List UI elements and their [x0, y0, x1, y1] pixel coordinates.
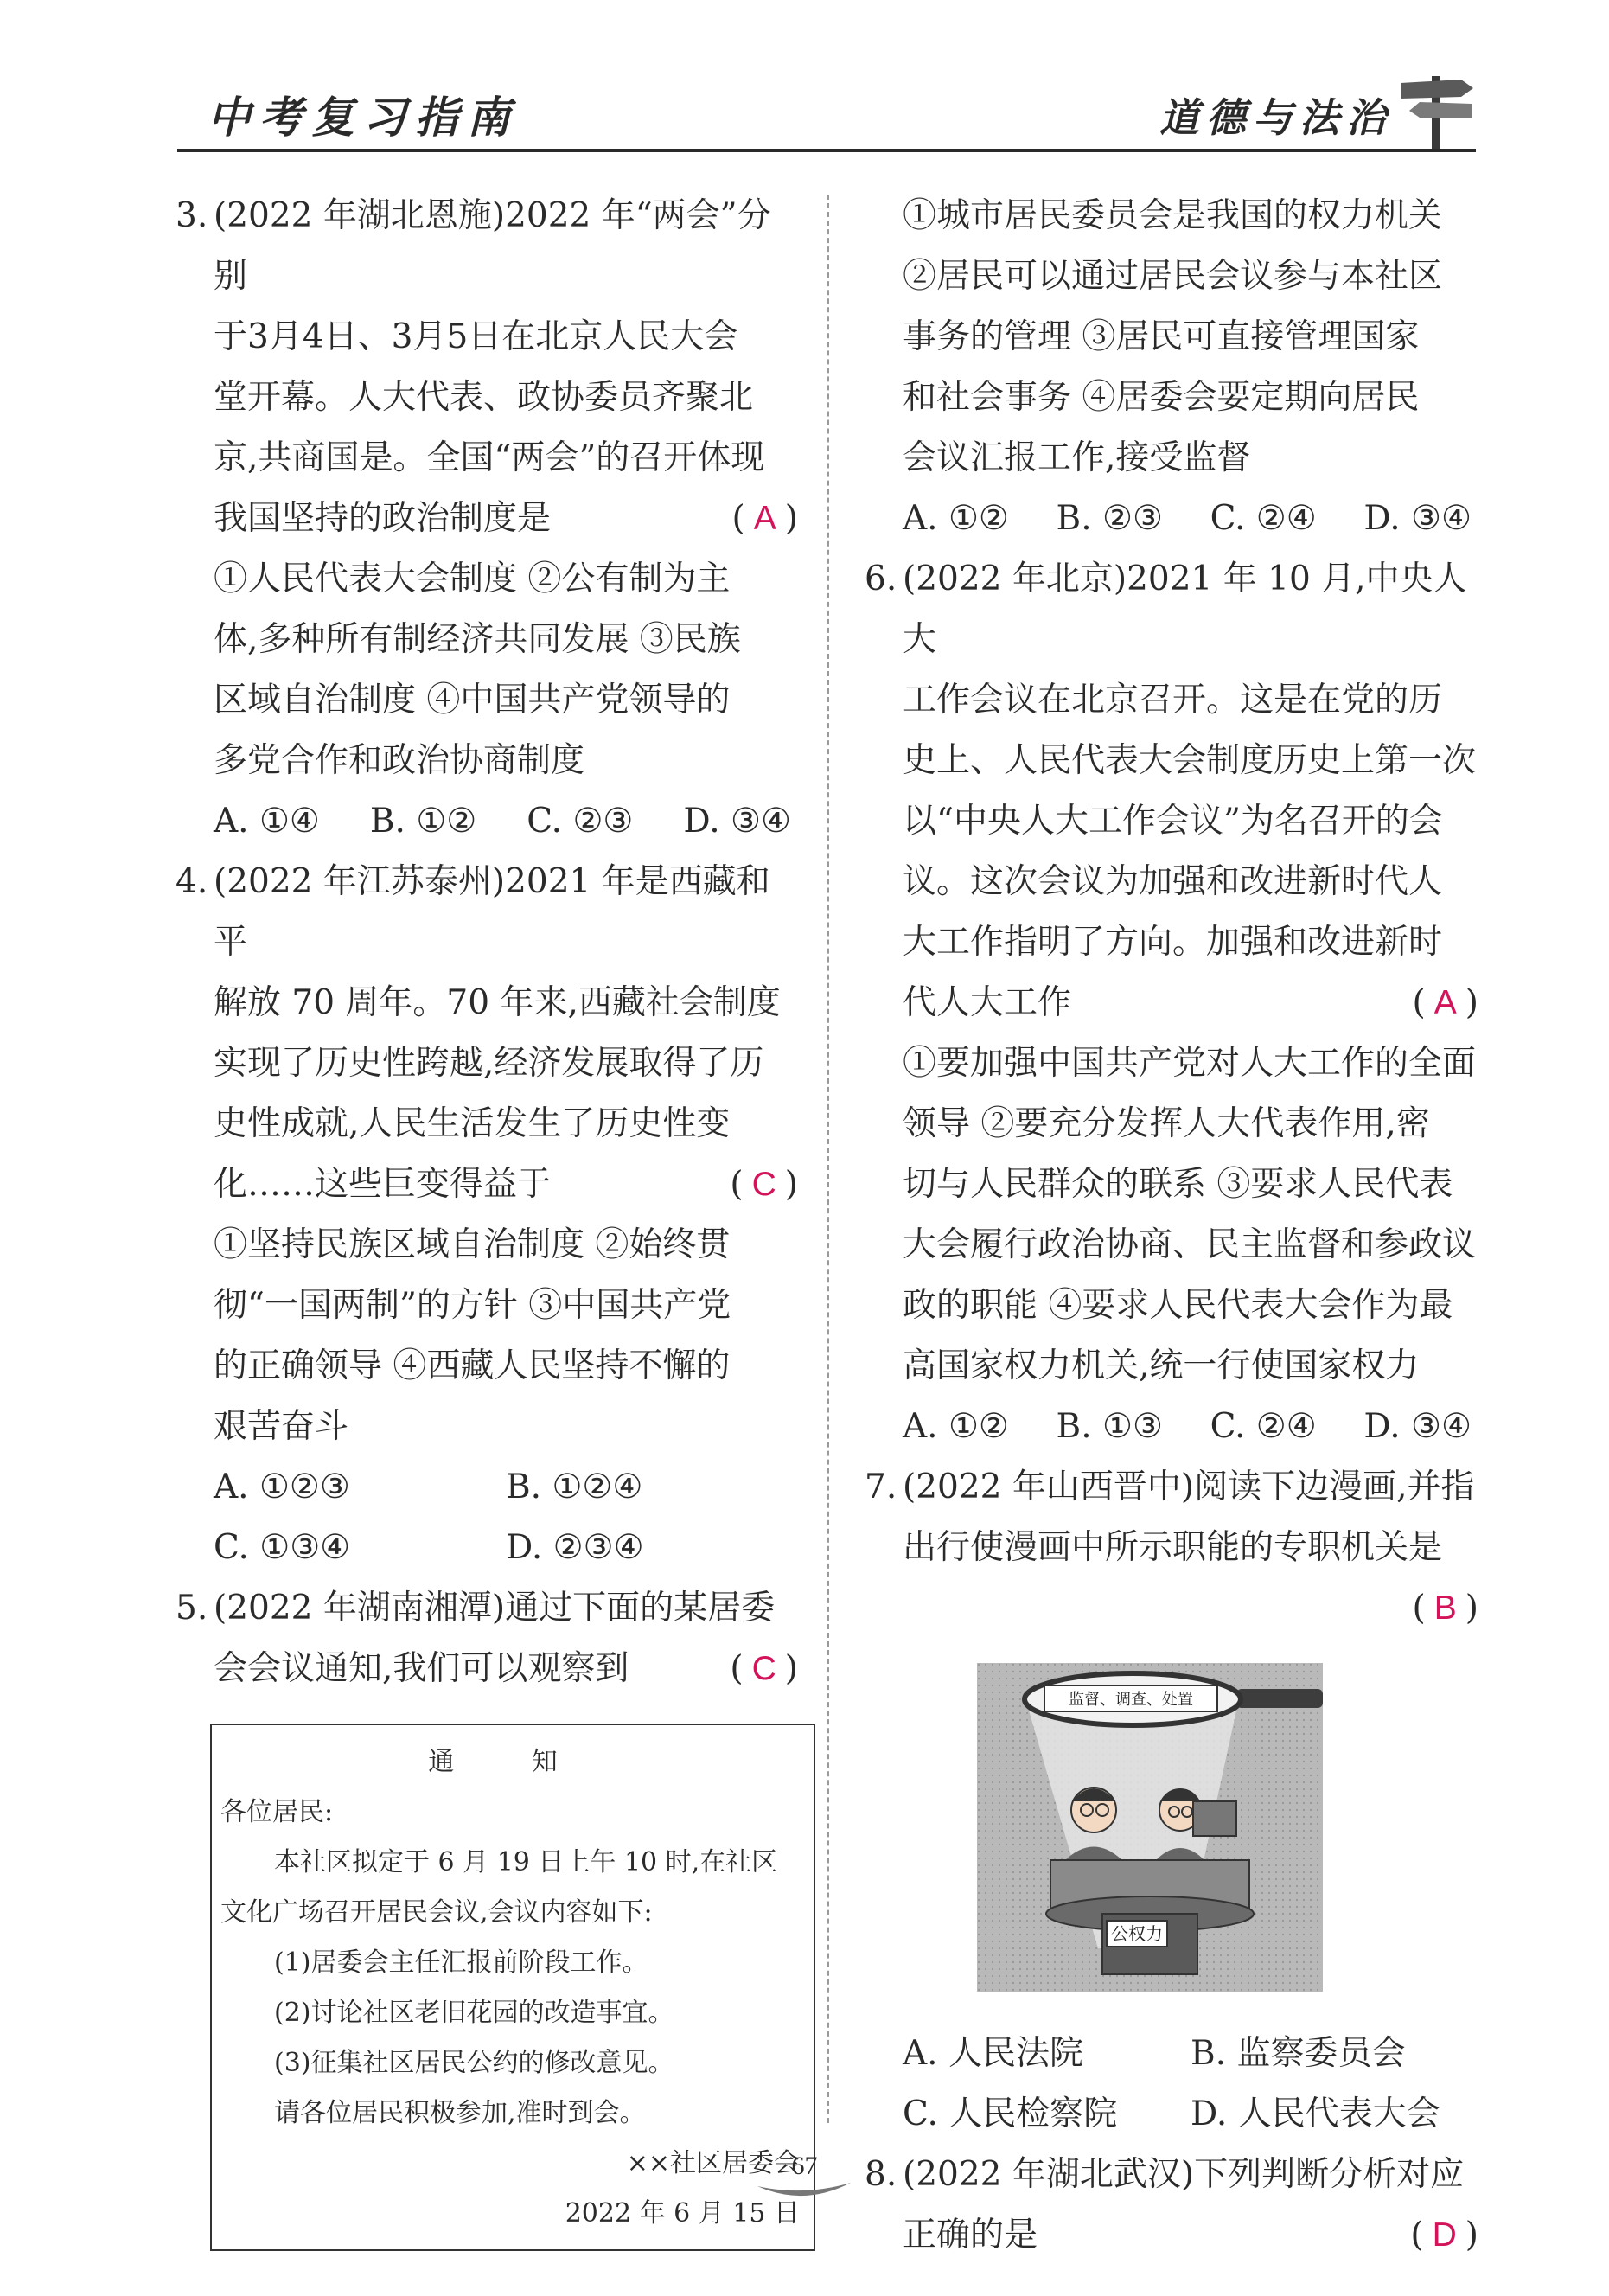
statement-line: 区域自治制度 ④中国共产党领导的 [214, 681, 731, 719]
statement-line: ①城市居民委员会是我国的权力机关 [903, 196, 1443, 235]
stem-line: 正确的是 [903, 2216, 1038, 2254]
stem-line: 解放 70 周年。70 年来,西藏社会制度 [214, 983, 781, 1022]
stem-line: 于3月4日、3月5日在北京人民大会 [214, 317, 738, 356]
question-6 [865, 549, 1478, 1457]
answer-bracket: ( C ) [730, 1649, 798, 1688]
statement-line: 彻“一国两制”的方针 ③中国共产党 [214, 1286, 731, 1325]
stem-line: 工作会议在北京召开。这是在党的历 [903, 681, 1443, 719]
statement-line: 事务的管理 ③居民可直接管理国家 [903, 317, 1420, 356]
statement-line: 的正确领导 ④西藏人民坚持不懈的 [214, 1346, 731, 1385]
option-a: A. 人民法院 [903, 2034, 1083, 2073]
header-left-title: 中考复习指南 [208, 92, 519, 143]
statement-line: 多党合作和政治协商制度 [214, 741, 585, 780]
statement-line: ②居民可以通过居民会议参与本社区 [903, 257, 1443, 296]
stem-line: 史性成就,人民生活发生了历史性变 [214, 1104, 731, 1143]
stem-line: (2022 年湖南湘潭)通过下面的某居委 [214, 1589, 776, 1628]
option-b: B. 监察委员会 [1191, 2034, 1406, 2073]
notice-item: (1)居委会主任汇报前阶段工作。 [274, 1947, 648, 1978]
option-a: A. ①② [903, 499, 1009, 538]
answer-letter: C [751, 1650, 776, 1687]
statement-line: 艰苦奋斗 [214, 1407, 349, 1446]
answer-letter: A [1433, 984, 1457, 1021]
right-column [865, 186, 1478, 2266]
notice-item: (3)征集社区居民公约的修改意见。 [274, 2048, 674, 2078]
option-d: D. ②③④ [506, 1528, 644, 1567]
answer-letter: C [751, 1166, 776, 1203]
option-b: B. ①③ [1056, 1407, 1163, 1446]
notice-salutation: 各位居民: [220, 1797, 334, 1827]
question-4 [176, 852, 798, 1578]
question-number: 4. [176, 862, 208, 901]
signpost-icon [1394, 67, 1480, 150]
page-number: 67 [791, 2152, 818, 2180]
question-number: 8. [865, 2155, 897, 2194]
option-d: D. ③④ [683, 802, 791, 841]
option-c: C. 人民检察院 [903, 2095, 1118, 2133]
notice-item: (2)讨论社区老旧花园的改造事宜。 [274, 1998, 674, 2028]
options-row [176, 791, 798, 852]
stem-line: 以“中央人大工作会议”为名召开的会 [903, 802, 1443, 841]
left-column [176, 186, 798, 2251]
answer-bracket: ( B ) [1412, 1589, 1478, 1628]
question-number: 5. [176, 1589, 208, 1628]
cartoon-label-top: 监督、调查、处置 [1069, 1691, 1193, 1709]
option-c: C. ①③④ [214, 1528, 351, 1567]
stem-line: 大工作指明了方向。加强和改进新时 [903, 923, 1443, 962]
options-grid [865, 2024, 1478, 2145]
stem-line: 京,共商国是。全国“两会”的召开体现 [214, 438, 765, 477]
option-a: A. ①② [903, 1407, 1009, 1446]
stem-line: 我国坚持的政治制度是 [214, 499, 552, 538]
statement-line: 高国家权力机关,统一行使国家权力 [903, 1346, 1420, 1385]
stem-line: 化……这些巨变得益于 [214, 1165, 552, 1204]
option-d: D. 人民代表大会 [1191, 2095, 1440, 2133]
stem-line: 出行使漫画中所示职能的专职机关是 [903, 1528, 1443, 1567]
cartoon-label-bottom: 公权力 [1111, 1923, 1163, 1944]
option-b: B. ①② [369, 802, 477, 841]
notice-date: 2022 年 6 月 15 日 [565, 2198, 800, 2229]
stem-line: 代人大工作 [903, 983, 1072, 1022]
options-row [865, 489, 1478, 549]
stem-line: 议。这次会议为加强和改进新时代人 [903, 862, 1443, 901]
statement-line: 切与人民群众的联系 ③要求人民代表 [903, 1165, 1453, 1204]
option-b: B. ②③ [1056, 499, 1163, 538]
option-a: A. ①②③ [214, 1468, 350, 1506]
question-number: 6. [865, 560, 897, 598]
notice-signature: ××社区居委会 [626, 2148, 800, 2178]
option-d: D. ③④ [1363, 1407, 1472, 1446]
stem-line: (2022 年湖北武汉)下列判断分析对应 [903, 2155, 1465, 2194]
option-c: C. ②④ [1210, 499, 1317, 538]
option-d: D. ③④ [1363, 499, 1472, 538]
statement-line: 和社会事务 ④居委会要定期向居民 [903, 378, 1420, 417]
notice-title: 通 知 [428, 1747, 592, 1777]
statement-line: ①要加强中国共产党对人大工作的全面 [903, 1044, 1477, 1083]
question-number: 7. [865, 1468, 897, 1506]
cartoon-image [977, 1663, 1323, 1992]
answer-letter: B [1433, 1589, 1457, 1627]
answer-bracket: ( A ) [731, 499, 798, 538]
answer-bracket: ( C ) [730, 1165, 798, 1204]
question-5 [176, 1578, 798, 2251]
question-3 [176, 186, 798, 852]
stem-line: 史上、人民代表大会制度历史上第一次 [903, 741, 1477, 780]
option-c: C. ②④ [1210, 1407, 1317, 1446]
statement-line: ①人民代表大会制度 ②公有制为主 [214, 560, 731, 598]
notice-closing: 请各位居民积极参加,准时到会。 [274, 2098, 646, 2128]
question-7 [865, 1457, 1478, 2145]
statement-line: 领导 ②要充分发挥人大代表作用,密 [903, 1104, 1430, 1143]
statement-line: 大会履行政治协商、民主监督和参政议 [903, 1225, 1477, 1264]
stem-line: 实现了历史性跨越,经济发展取得了历 [214, 1044, 764, 1083]
answer-bracket: ( D ) [1410, 2216, 1478, 2254]
option-b: B. ①②④ [506, 1468, 643, 1506]
statement-line: 体,多种所有制经济共同发展 ③民族 [214, 620, 741, 659]
column-divider [827, 195, 829, 2123]
stem-line: 堂开幕。人大代表、政协委员齐聚北 [214, 378, 754, 417]
options-row [865, 1397, 1478, 1457]
stem-line: (2022 年北京)2021 年 10 月,中央人大 [903, 560, 1467, 659]
stem-line: 会会议通知,我们可以观察到 [214, 1649, 629, 1688]
header-rule [177, 149, 1476, 152]
options-grid [176, 1457, 798, 1578]
option-c: C. ②③ [527, 802, 634, 841]
question-number: 3. [176, 196, 208, 235]
question-5-continued [865, 186, 1478, 549]
statement-line: 政的职能 ④要求人民代表大会作为最 [903, 1286, 1453, 1325]
answer-letter: A [753, 500, 776, 537]
answer-letter: D [1432, 2216, 1457, 2254]
statement-line: ①坚持民族区域自治制度 ②始终贯 [214, 1225, 731, 1264]
statement-line: 会议汇报工作,接受监督 [903, 438, 1251, 477]
option-a: A. ①④ [214, 802, 320, 841]
stem-line: (2022 年江苏泰州)2021 年是西藏和平 [214, 862, 770, 962]
answer-bracket: ( A ) [1412, 983, 1478, 1022]
stem-line: (2022 年湖北恩施)2022 年“两会”分别 [214, 196, 771, 296]
stem-line: (2022 年山西晋中)阅读下边漫画,并指 [903, 1468, 1475, 1506]
notice-body: 本社区拟定于 6 月 19 日上午 10 时,在社区文化广场召开居民会议,会议内容如下: [220, 1847, 778, 1928]
header-right-title: 道德与法治 [1159, 94, 1393, 141]
